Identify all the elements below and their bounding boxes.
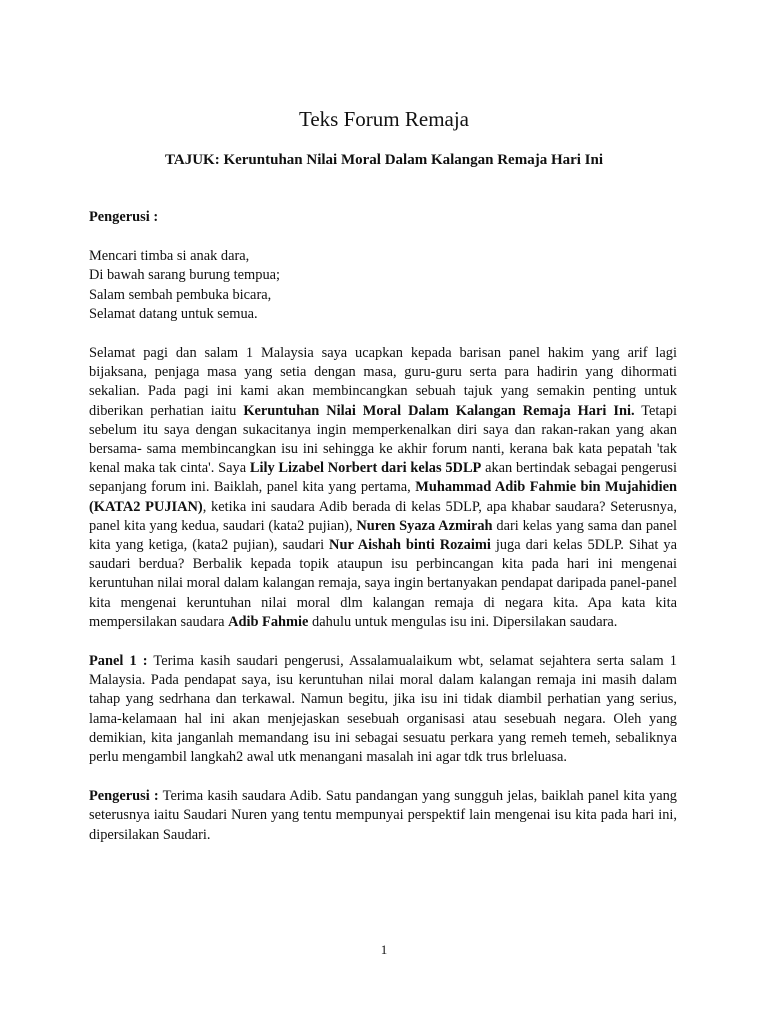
panel3-name: Nur Aishah binti Rozaimi <box>329 537 491 554</box>
intro-text: akan bertindak sebagai pengerusi sepanjang forum ini. Baiklah, panel kita yang pertama, <box>89 460 677 496</box>
topic-title: Keruntuhan Nilai Moral Dalam Kalangan Remaja Hari Ini. <box>243 402 635 419</box>
panel2-name: Nuren Syaza Azmirah <box>356 517 493 534</box>
chair2-label: Pengerusi : <box>89 788 159 805</box>
panel1-name: Muhammad Adib Fahmie bin Mujahidien (KATA2 PUJIAN) <box>89 479 677 515</box>
intro-text: dari kelas yang sama dan panel kita yang ketiga, (kata2 pujian), saudari <box>89 517 677 554</box>
intro-text: dahulu untuk mengulas isu ini. Dipersilakan saudara. <box>308 613 618 630</box>
chair2-text: Terima kasih saudara Adib. Satu pandangan yang sungguh jelas, baiklah panel kita yang seterusnya iaitu Saudari Nuren yang tentu mempunyai perspektif lain mengenai isu kita pada hari ini, dipersilakan Saudari. <box>89 788 677 843</box>
chair-heading <box>89 208 677 227</box>
poem-line: Di bawah sarang burung tempua; <box>89 267 281 284</box>
panel1-label: Panel 1 : <box>89 653 148 670</box>
page-number: 1 <box>380 942 388 957</box>
chair-name: Lily Lizabel Norbert dari kelas 5DLP <box>249 460 482 477</box>
panel1-paragraph <box>89 652 677 767</box>
panel1-short-name: Adib Fahmie <box>228 613 309 630</box>
panel1-text: Terima kasih saudari pengerusi, Assalamualaikum wbt, selamat sejahtera serta salam 1 Malaysia. Pada pendapat saya, isu keruntuhan nilai moral dalam kalangan remaja ini masih dalam tahap yang sedrhana dan terkawal. Namun begitu, jika isu ini tidak diambil perhatian yang serius, lama-kelamaan hal ini akan menjejaskan sesebuah organisasi atau sesebuah negara. Oleh yang demikian, kita janganlah memandang isu ini sebagai sesuatu perkara yang remeh temeh, sebaliknya perlu mengambil langkah2 awal utk menangani masalah ini agar tdk trus brleluasa. <box>89 653 677 766</box>
document-title: Teks Forum Remaja <box>299 107 469 131</box>
poem-line: Selamat datang untuk semua. <box>89 305 258 322</box>
chair2-paragraph <box>89 787 677 845</box>
chair-heading-label: Pengerusi : <box>89 209 159 225</box>
document-subtitle: TAJUK: Keruntuhan Nilai Moral Dalam Kalangan Remaja Hari Ini <box>164 152 604 168</box>
document-body <box>89 208 677 865</box>
intro-paragraph <box>89 344 677 632</box>
intro-text: , ketika ini saudara Adib berada di kelas 5DLP, apa khabar saudara? Seterusnya, panel kita yang kedua, saudari (kata2 pujian), <box>89 498 677 534</box>
opening-poem <box>89 247 677 324</box>
intro-text: juga dari kelas 5DLP. Sihat ya saudari berdua? Berbalik kepada topik ataupun isu perbincangan kita pada hari ini mengenai keruntuhan nilai moral dalam kalangan remaja, saya ingin bertanyakan pendapat daripada panel-panel kita mengenai keruntuhan nilai moral dlm kalangan remaja di negara kita. Apa kata kita mempersilakan saudara <box>89 537 677 630</box>
intro-text: Selamat pagi dan salam 1 Malaysia saya ucapkan kepada barisan panel hakim yang arif lagi bijaksana, penjaga masa yang setia dengan masa, guru-guru serta para hadirin yang dihormati sekalian. Pada pagi ini kami akan membincangkan sebuah tajuk yang semakin penting untuk diberikan perhatian iaitu <box>89 345 677 419</box>
poem-line: Mencari timba si anak dara, <box>89 248 250 265</box>
intro-text: Tetapi sebelum itu saya dengan sukacitanya ingin memperkenalkan diri saya dan rakan-rakan yang akan bersama- sama membincangkan isu ini sehingga ke akhir forum nanti, kerana bak kata pepatah 'tak kenal maka tak cinta'. Saya <box>89 402 677 477</box>
poem-line: Salam sembah pembuka bicara, <box>89 286 272 303</box>
